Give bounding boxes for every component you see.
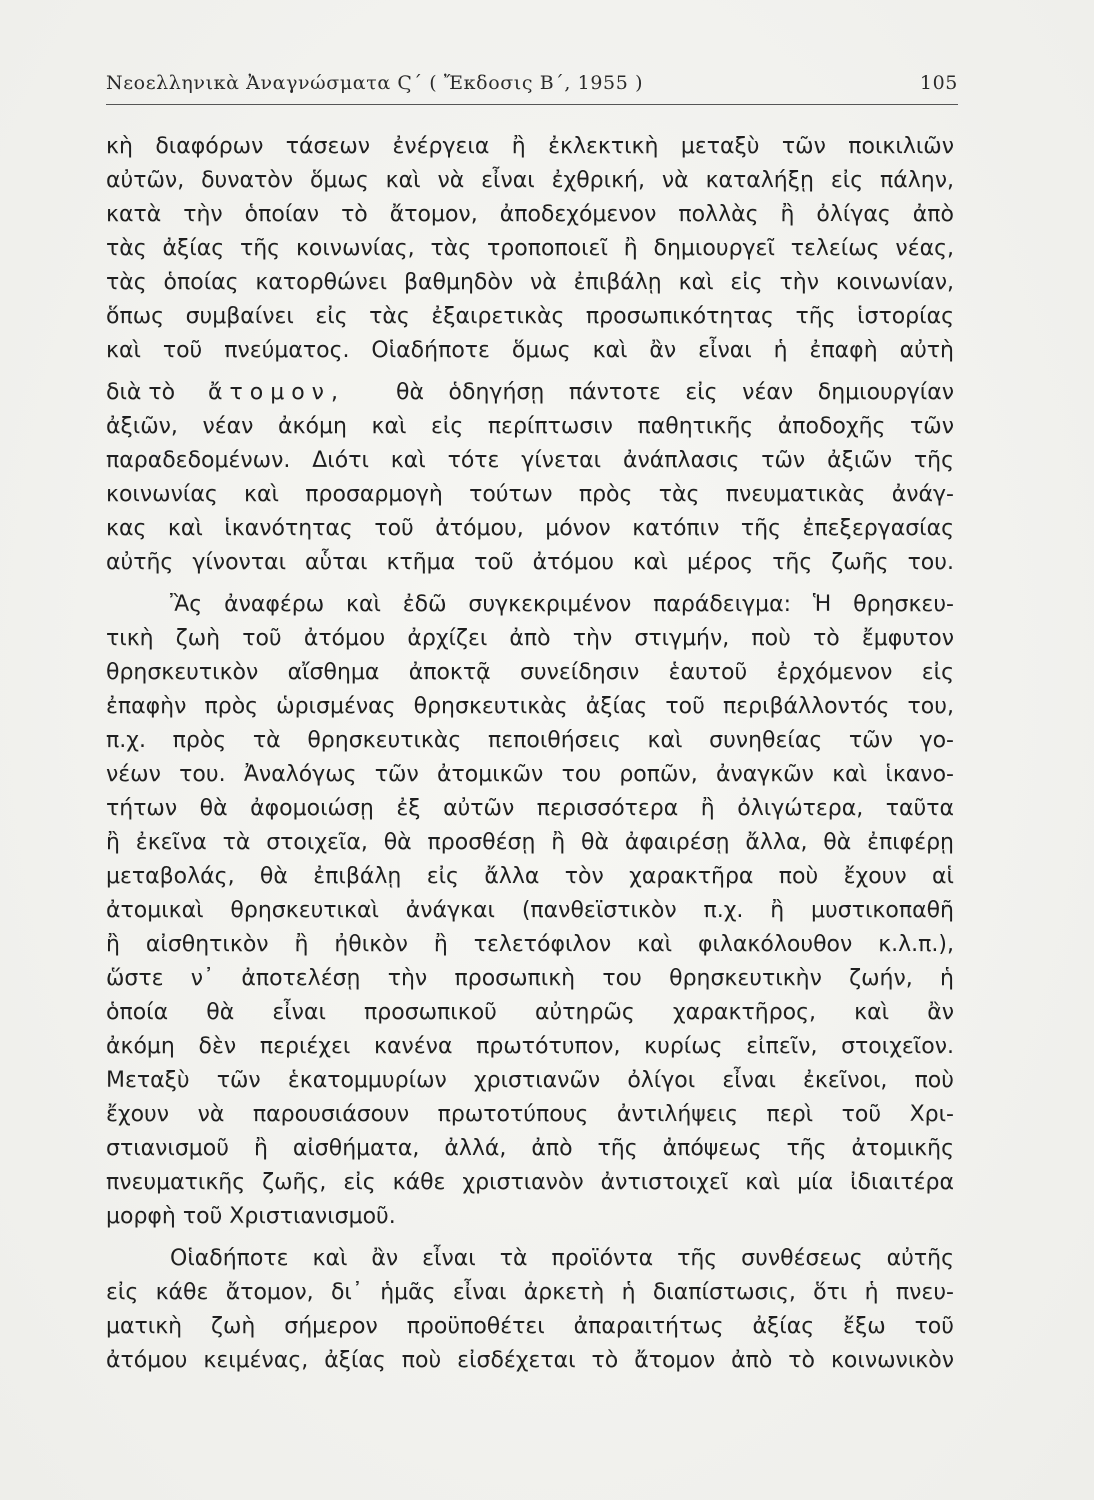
paragraph-end-line: μορφὴ τοῦ Χριστιανισμοῦ.	[106, 1204, 396, 1229]
text-line: τὰς ἀξίας τῆς κοινωνίας, τὰς τροποποιεῖ ἢ δημιουργεῖ τελείως νέας,	[106, 236, 954, 261]
text-line: ὥστε ν᾽ ἀποτελέσῃ τὴν προσωπικὴ του θρησκευτικὴν ζωήν, ἡ	[106, 966, 954, 991]
text-line-start: διὰ τὸ	[106, 380, 176, 405]
spaced-emphasis: ἄτομον,	[208, 380, 345, 405]
text-line: ἢ ἐκεῖνα τὰ στοιχεῖα, θὰ προσθέσῃ ἢ θὰ ἀφαιρέσῃ ἄλλα, θὰ ἐπιφέρῃ	[106, 830, 954, 855]
text-line: κοινωνίας καὶ προσαρμογὴ τούτων πρὸς τὰς πνευματικὰς ἀνάγ-	[106, 482, 954, 507]
text-line: τικὴ ζωὴ τοῦ ἀτόμου ἀρχίζει ἀπὸ τὴν στιγμήν, ποὺ τὸ ἔμφυτον	[106, 626, 954, 651]
running-title: Νεοελληνικὰ Ἀναγνώσματα Ϛ΄ ( Ἔκδοσις Β΄, 1955 )	[106, 72, 644, 94]
running-header	[106, 72, 958, 104]
text-line-end: θὰ ὁδηγήσῃ πάντοτε εἰς νέαν δημιουργίαν	[396, 380, 954, 405]
text-line: ἐπαφὴν πρὸς ὡρισμένας θρησκευτικὰς ἀξίας τοῦ περιβάλλοντός του,	[106, 694, 954, 719]
text-line: ἀξιῶν, νέαν ἀκόμη καὶ εἰς περίπτωσιν παθητικῆς ἀποδοχῆς τῶν	[106, 414, 954, 439]
paragraph-start-line: Ἂς ἀναφέρω καὶ ἐδῶ συγκεκριμένον παράδειγμα: Ἡ θρησκευ-	[170, 592, 954, 617]
text-line: θρησκευτικὸν αἴσθημα ἀποκτᾷ συνείδησιν ἑαυτοῦ ἐρχόμενον εἰς	[106, 660, 954, 685]
text-line: αὐτῶν, δυνατὸν ὅμως καὶ νὰ εἶναι ἐχθρική, νὰ καταλήξῃ εἰς πάλην,	[106, 168, 954, 193]
text-line: ματικὴ ζωὴ σήμερον προϋποθέτει ἀπαραιτήτως ἀξίας ἔξω τοῦ	[106, 1314, 954, 1339]
text-line: ἀκόμη δὲν περιέχει κανένα πρωτότυπον, κυρίως εἰπεῖν, στοιχεῖον.	[106, 1034, 954, 1059]
text-line: παραδεδομένων. Διότι καὶ τότε γίνεται ἀνάπλασις τῶν ἀξιῶν τῆς	[106, 448, 954, 473]
text-line: πνευματικῆς ζωῆς, εἰς κάθε χριστιανὸν ἀντιστοιχεῖ καὶ μία ἰδιαιτέρα	[106, 1170, 954, 1195]
text-line: ἢ αἰσθητικὸν ἢ ἠθικὸν ἢ τελετόφιλον καὶ φιλακόλουθον κ.λ.π.),	[106, 932, 954, 957]
text-line: κας καὶ ἱκανότητας τοῦ ἀτόμου, μόνον κατόπιν τῆς ἐπεξεργασίας	[106, 516, 954, 541]
text-line: ἀτόμου κειμένας, ἀξίας ποὺ εἰσδέχεται τὸ ἄτομον ἀπὸ τὸ κοινωνικὸν	[106, 1348, 954, 1373]
paragraph-start-line: Οἱαδήποτε καὶ ἂν εἶναι τὰ προϊόντα τῆς συνθέσεως αὐτῆς	[170, 1246, 954, 1271]
header-rule	[106, 104, 958, 105]
text-line: ὁποία θὰ εἶναι προσωπικοῦ αὐτηρῶς χαρακτῆρος, καὶ ἂν	[106, 1000, 954, 1025]
text-line: εἰς κάθε ἄτομον, δι᾽ ἡμᾶς εἶναι ἀρκετὴ ἡ διαπίστωσις, ὅτι ἡ πνευ-	[106, 1280, 954, 1305]
text-line: στιανισμοῦ ἢ αἰσθήματα, ἀλλά, ἀπὸ τῆς ἀπόψεως τῆς ἀτομικῆς	[106, 1136, 954, 1161]
text-line: Μεταξὺ τῶν ἑκατομμυρίων χριστιανῶν ὀλίγοι εἶναι ἐκεῖνοι, ποὺ	[106, 1068, 954, 1093]
text-line: τὰς ὁποίας κατορθώνει βαθμηδὸν νὰ ἐπιβάλῃ καὶ εἰς τὴν κοινωνίαν,	[106, 270, 954, 295]
text-line: καὶ τοῦ πνεύματος. Οἱαδήποτε ὅμως καὶ ἂν εἶναι ἡ ἐπαφὴ αὐτὴ	[106, 338, 954, 363]
text-line: μεταβολάς, θὰ ἐπιβάλῃ εἰς ἄλλα τὸν χαρακτῆρα ποὺ ἔχουν αἱ	[106, 864, 954, 889]
text-line: νέων του. Ἀναλόγως τῶν ἀτομικῶν του ροπῶν, ἀναγκῶν καὶ ἱκανο-	[106, 762, 954, 787]
text-line: κὴ διαφόρων τάσεων ἐνέργεια ἢ ἐκλεκτικὴ μεταξὺ τῶν ποικιλιῶν	[106, 134, 954, 159]
text-line: ὅπως συμβαίνει εἰς τὰς ἐξαιρετικὰς προσωπικότητας τῆς ἱστορίας	[106, 304, 954, 329]
text-line: κατὰ τὴν ὁποίαν τὸ ἄτομον, ἀποδεχόμενον πολλὰς ἢ ὀλίγας ἀπὸ	[106, 202, 954, 227]
text-line: ἀτομικαὶ θρησκευτικαὶ ἀνάγκαι (πανθεϊστικὸν π.χ. ἢ μυστικοπαθῆ	[106, 898, 954, 923]
text-line: τήτων θὰ ἀφομοιώσῃ ἐξ αὐτῶν περισσότερα ἢ ὀλιγώτερα, ταῦτα	[106, 796, 954, 821]
text-line: ἔχουν νὰ παρουσιάσουν πρωτοτύπους ἀντιλήψεις περὶ τοῦ Χρι-	[106, 1102, 954, 1127]
page-number: 105	[919, 72, 958, 94]
text-line: π.χ. πρὸς τὰ θρησκευτικὰς πεποιθήσεις καὶ συνηθείας τῶν γο-	[106, 728, 954, 753]
text-line: αὐτῆς γίνονται αὗται κτῆμα τοῦ ἀτόμου καὶ μέρος τῆς ζωῆς του.	[106, 550, 954, 575]
